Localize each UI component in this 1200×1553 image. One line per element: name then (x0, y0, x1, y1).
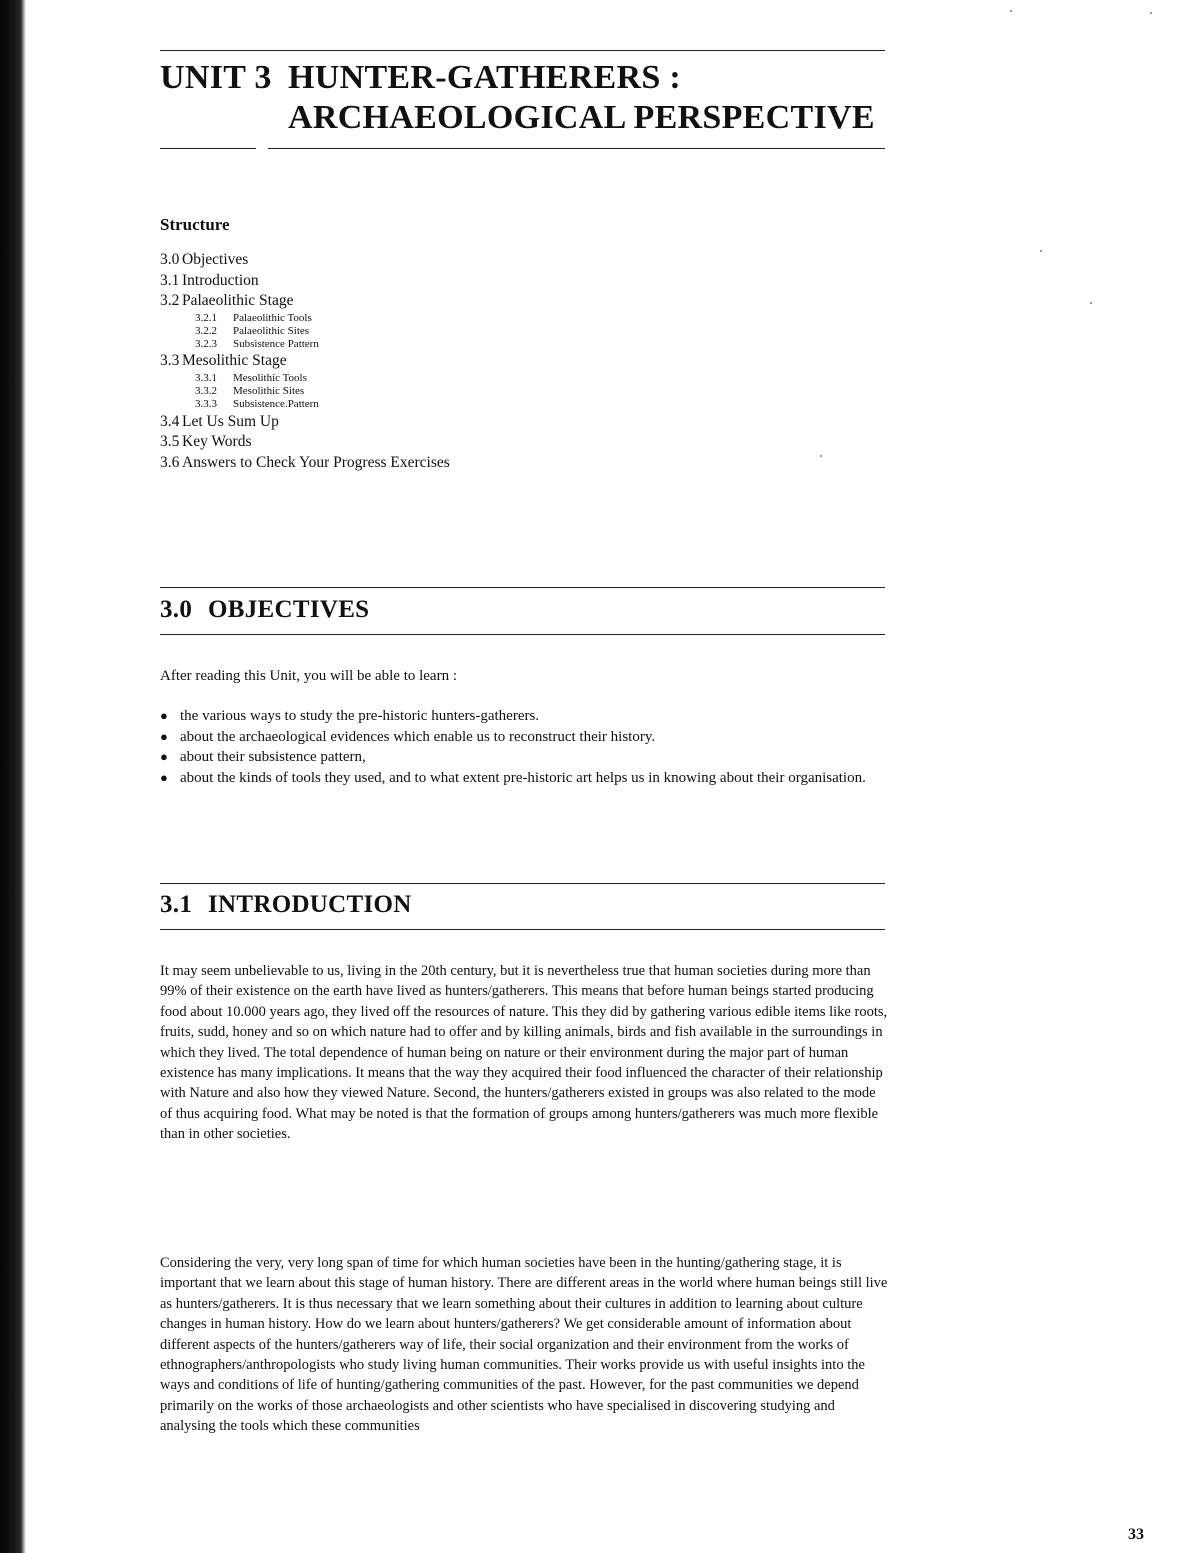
objective-text: about their subsistence pattern, (180, 749, 366, 765)
objectives-intro: After reading this Unit, you will be able to learn : (160, 668, 458, 684)
objectives-heading (160, 596, 369, 624)
structure-item-number: 3.3.3 (195, 398, 217, 411)
structure-item (160, 432, 660, 453)
structure-item (160, 385, 660, 398)
structure-item-label: Palaeolithic Tools (233, 311, 312, 324)
structure-item-number: 3.4 (160, 412, 180, 430)
structure-item-label: Introduction (182, 271, 259, 289)
objectives-bottom-rule (160, 634, 885, 635)
introduction-heading (160, 891, 412, 919)
structure-heading: Structure (160, 215, 230, 234)
structure-item-number: 3.1 (160, 271, 180, 289)
introduction-heading-number: 3.1 (160, 891, 193, 918)
structure-item-label: Mesolithic Sites (233, 385, 305, 398)
structure-item-number: 3.3.2 (195, 385, 217, 398)
structure-item-number: 3.2 (160, 292, 180, 309)
unit-title-line2: ARCHAEOLOGICAL PERSPECTIVE (288, 99, 875, 136)
title-bottom-rule-left (160, 148, 256, 149)
bullet-icon: ● (160, 728, 168, 744)
structure-item-label: Key Words (182, 433, 252, 451)
scan-edge-shadow (0, 0, 26, 1553)
bullet-icon: ● (160, 749, 168, 764)
title-bottom-rule-right (268, 148, 885, 149)
structure-list (160, 250, 660, 473)
introduction-heading-text: INTRODUCTION (208, 891, 412, 918)
structure-item-label: Mesolithic Stage (182, 352, 287, 370)
objectives-list (160, 706, 890, 788)
structure-item-label: Subsistence Pattern (233, 338, 319, 351)
structure-item-label: Let Us Sum Up (182, 412, 279, 430)
objective-item (160, 747, 890, 768)
structure-item (160, 325, 660, 338)
structure-item (160, 412, 660, 433)
scan-speck (1090, 302, 1092, 304)
objective-text: the various ways to study the pre-historic hunters-gatherers. (180, 708, 540, 724)
structure-item (160, 250, 660, 271)
structure-item-label: Mesolithic Tools (233, 371, 307, 384)
introduction-top-rule (160, 883, 885, 884)
objective-text: about the kinds of tools they used, and to what extent pre-historic art helps us in knowing about their organisation. (180, 769, 866, 786)
structure-item (160, 372, 660, 385)
introduction-bottom-rule (160, 929, 885, 930)
structure-item-number: 3.2.1 (195, 311, 217, 324)
objectives-top-rule (160, 587, 885, 588)
structure-item (160, 453, 660, 474)
structure-item-number: 3.2.2 (195, 324, 217, 337)
structure-item (160, 312, 660, 325)
bullet-icon: ● (160, 708, 168, 723)
structure-item-label: Answers to Check Your Progress Exercises (182, 453, 450, 471)
unit-title (160, 58, 900, 138)
structure-item-number: 3.5 (160, 433, 180, 451)
structure-item-number: 3.0 (160, 251, 180, 268)
objective-item (160, 768, 890, 789)
structure-item-number: 3.3 (160, 352, 180, 370)
structure-item (160, 271, 660, 292)
bullet-icon: ● (160, 769, 168, 785)
structure-item (160, 291, 660, 312)
unit-title-line1: HUNTER-GATHERERS : (288, 59, 681, 96)
scan-speck (1150, 12, 1152, 14)
structure-item-number: 3.3.1 (195, 371, 217, 384)
scan-speck (820, 455, 822, 457)
structure-item (160, 338, 660, 351)
structure-item (160, 398, 660, 411)
structure-item (160, 351, 660, 372)
page-number: 33 (1128, 1526, 1144, 1543)
structure-item-number: 3.6 (160, 453, 180, 471)
structure-item-number: 3.2.3 (195, 338, 217, 351)
objective-text: about the archaeological evidences which enable us to reconstruct their history. (180, 728, 656, 745)
scan-speck (1040, 250, 1042, 252)
unit-number: UNIT 3 (160, 59, 272, 96)
structure-item-label: Subsistence.Pattern (233, 398, 319, 411)
scan-speck (1010, 10, 1012, 12)
title-top-rule (160, 50, 885, 51)
structure-item-label: Objectives (182, 251, 249, 268)
objective-item (160, 727, 890, 748)
introduction-paragraph-2: Considering the very, very long span of time for which human societies have been in the hunting/gathering stage, it is important that we learn about this stage of human history. There are different areas in the world where human beings still live as hunters/gatherers. It is thus necessary that we learn something about their cultures in addition to learning about culture changes in human history. How do we learn about hunters/gatherers? We get considerable amount of information about different aspects of the hunters/gatherers way of life, their social organization and their environment from the works of ethnographers/anthropologists who study living human communities. Their works provide us with useful insights into the ways and conditions of life of hunting/gathering communities of the past. However, for the past communities we depend primarily on the works of those archaeologists and other scientists who have specialised in discovering studying and analysing the tools which these communities (160, 1255, 888, 1435)
introduction-paragraph-1: It may seem unbelievable to us, living in the 20th century, but it is nevertheless true that human societies during more than 99% of their existence on the earth have lived as hunters/gatherers. This means that before human beings started producing food about 10.000 years ago, they lived off the resources of nature. This they did by gathering various edible items like roots, fruits, sudd, honey and so on which nature had to offer and by killing animals, birds and fish available in the surroundings in which they lived. The total dependence of human being on nature or their environment during the major part of human existence has many implications. It means that the way they acquired their food influenced the character of their relationship with Nature and also how they viewed Nature. Second, the hunters/gatherers existed in groups was also related to the mode of thus acquiring food. What may be noted is that the formation of groups among hunters/gatherers was much more flexible than in other societies. (160, 963, 888, 1143)
objectives-heading-number: 3.0 (160, 596, 193, 623)
structure-item-label: Palaeolithic Stage (182, 292, 294, 309)
objective-item (160, 706, 890, 727)
objectives-heading-text: OBJECTIVES (208, 596, 370, 623)
structure-item-label: Palaeolithic Sites (233, 324, 310, 337)
